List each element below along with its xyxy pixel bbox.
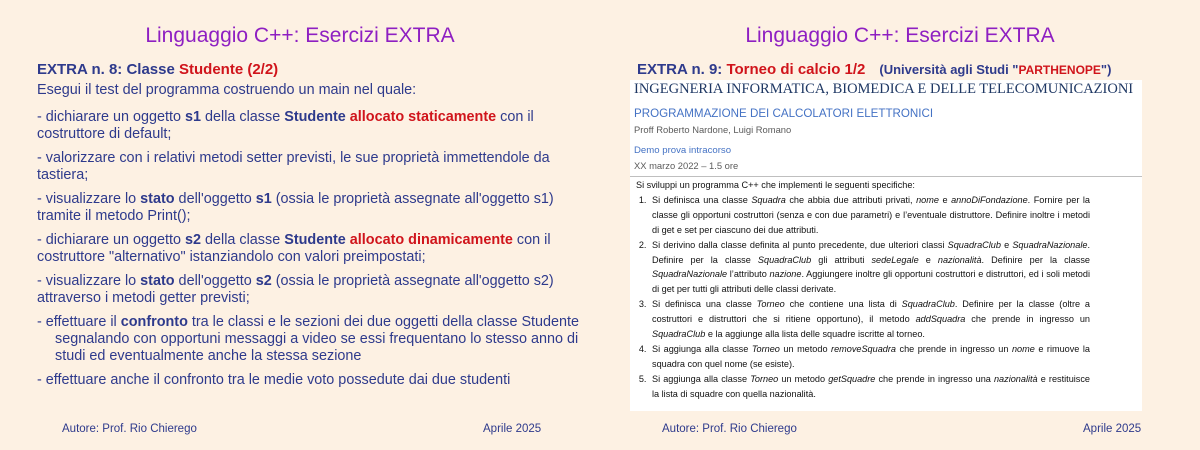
bullet-3 — [37, 191, 592, 225]
text: della classe — [201, 232, 285, 248]
text: e — [918, 254, 938, 265]
text: e restituisce la lista di squadre con quella nazionalità. — [652, 373, 1090, 399]
text: e — [938, 194, 952, 205]
intro-text: Esegui il test del programma costruendo un main nel quale: — [37, 82, 417, 98]
university-label — [879, 62, 1111, 77]
heading-prefix: EXTRA n. 8: Classe — [37, 61, 179, 78]
university-name: PARTHENOPE — [1018, 63, 1101, 77]
italic-text: SquadraClub — [757, 254, 812, 265]
italic-text: nome — [1011, 343, 1035, 354]
italic-text: Squadra — [751, 194, 786, 205]
text: Si aggiunga alla classe — [652, 373, 751, 384]
text: un metodo — [779, 343, 832, 354]
text: con il costruttore "alternativo" istanziandolo con valori preimpostati; — [37, 232, 551, 265]
bold-text: stato — [140, 273, 175, 289]
text: che prende in ingresso una — [875, 373, 994, 384]
footer-author: Autore: Prof. Rio Chierego — [62, 423, 197, 435]
bold-text: stato — [140, 191, 175, 207]
spec-item — [649, 342, 1090, 372]
italic-text: sedeLegale — [871, 254, 919, 265]
exercise-heading — [637, 61, 1111, 78]
text: (ossia le proprietà assegnate all'oggetto s2) attraverso i metodi getter previsti; — [37, 273, 554, 306]
text: . Fornire per la classe gli opportuni costruttori (senza e con due parametri) e l’eventuale distruttore. Definire inoltre i metodi di get e set per ciascuno dei due attributi. — [652, 194, 1090, 235]
italic-text: SquadraNazionale — [652, 269, 728, 280]
text: ") — [1100, 62, 1112, 77]
spec-list — [636, 193, 1090, 402]
text: - visualizzare lo — [37, 273, 141, 289]
spec-item — [649, 193, 1090, 238]
text: che abbia due attributi privati, — [785, 194, 917, 205]
text: gli attributi — [811, 254, 872, 265]
course-title: PROGRAMMAZIONE DEI CALCOLATORI ELETTRONICI — [634, 107, 934, 120]
bold-text: Studente — [284, 109, 346, 125]
italic-text: annoDiFondazione — [951, 194, 1028, 205]
text: Si aggiunga alla classe — [652, 343, 752, 354]
text: (Università agli Studi " — [879, 62, 1019, 77]
text: che prende in ingresso un — [965, 314, 1091, 325]
text: un metodo — [778, 373, 829, 384]
text: - effettuare il — [37, 314, 121, 330]
bullet-2: - valorizzare con i relativi metodi setter previsti, le sue proprietà immettendole da tastiera; — [37, 150, 550, 183]
italic-text: nome — [916, 194, 939, 205]
text: (ossia le proprietà assegnate all'oggetto s1) tramite il metodo Print(); — [37, 191, 554, 224]
bold-text: s1 — [255, 191, 272, 207]
text: Si derivino dalla classe definita al punto precedente, due ulteriori classi — [652, 239, 948, 250]
text: e la aggiunge alla lista delle squadre iscritte al torneo. — [705, 329, 925, 340]
italic-text: Torneo — [750, 373, 779, 384]
text: con il costruttore di default; — [37, 109, 534, 142]
text: della classe — [201, 109, 285, 125]
spec-item — [649, 238, 1090, 298]
bold-text: Studente — [284, 232, 346, 248]
italic-text: SquadraNazionale — [1012, 239, 1088, 250]
exam-date: XX marzo 2022 – 1.5 ore — [634, 160, 739, 171]
footer-author: Autore: Prof. Rio Chierego — [662, 423, 797, 435]
text: . Aggiungere inoltre gli opportuni costruttori e distruttori, ed i soli metodi di get per tutti gli attributi delle classi derivate. — [652, 269, 1090, 295]
bold-text: s1 — [185, 109, 202, 125]
text: e — [1000, 239, 1013, 250]
bullet-5 — [37, 273, 592, 307]
italic-text: addSquadra — [915, 314, 966, 325]
spec-intro: Si sviluppi un programma C++ che implementi le seguenti specifiche: — [636, 180, 915, 190]
text: . Definire per la classe (oltre a costruttori e distruttori che si ritiene opportuno), il metodo — [652, 299, 1091, 325]
text: tra le classi e le sezioni dei due oggetti della classe Studente segnalando con opportuni messaggi a video se essi frequentano lo stesso anno di studi ed eventualmente anche la stessa sezione — [55, 314, 580, 364]
text: - dichiarare un oggetto — [37, 232, 185, 248]
demo-label: Demo prova intracorso — [634, 145, 732, 156]
text: Si definisca una classe — [652, 299, 757, 310]
italic-text: getSquadre — [828, 373, 876, 384]
faculty-name: INGEGNERIA INFORMATICA, BIOMEDICA E DELLE TELECOMUNICAZIONI — [634, 81, 1134, 97]
heading-prefix: EXTRA n. 9: — [637, 61, 727, 78]
bold-text: confronto — [120, 314, 188, 330]
text: - visualizzare lo — [37, 191, 141, 207]
italic-text: Torneo — [756, 299, 785, 310]
italic-text: SquadraClub — [947, 239, 1001, 250]
text: l’attributo — [727, 269, 770, 280]
highlight-text: allocato dinamicamente — [349, 232, 513, 248]
italic-text: nazionalità — [993, 373, 1038, 384]
bullet-6 — [37, 314, 592, 365]
exercise-body — [37, 82, 592, 396]
text: che prende in ingresso un — [895, 343, 1012, 354]
divider — [630, 176, 1142, 177]
italic-text: SquadraClub — [652, 329, 706, 340]
spec-item — [649, 372, 1090, 402]
italic-text: nazione — [769, 269, 802, 280]
spec-item — [649, 297, 1090, 342]
italic-text: nazionalità — [937, 254, 982, 265]
heading-highlight: Studente (2/2) — [179, 61, 279, 78]
footer-date: Aprile 2025 — [483, 423, 542, 435]
italic-text: SquadraClub — [901, 299, 955, 310]
professors: Proff Roberto Nardone, Luigi Romano — [634, 124, 792, 135]
text: . Definire per la classe — [652, 239, 1090, 265]
slide-title: Linguaggio C++: Esercizi EXTRA — [745, 24, 1055, 47]
heading-highlight: Torneo di calcio 1/2 — [726, 61, 866, 78]
text: Si definisca una classe — [652, 194, 752, 205]
bullet-1 — [37, 109, 592, 143]
text: dell'oggetto — [174, 191, 256, 207]
italic-text: Torneo — [751, 343, 780, 354]
bold-text: s2 — [185, 232, 202, 248]
spec-text — [636, 178, 1090, 402]
text: dell'oggetto — [174, 273, 256, 289]
text: - dichiarare un oggetto — [37, 109, 185, 125]
highlight-text: allocato staticamente — [349, 109, 497, 125]
bold-text: s2 — [255, 273, 272, 289]
slide-title: Linguaggio C++: Esercizi EXTRA — [145, 24, 455, 47]
text: e rimuove la squadra con quel nome (se esiste). — [652, 343, 1090, 369]
bullet-7: - effettuare anche il confronto tra le medie voto possedute dai due studenti — [37, 372, 511, 388]
bullet-4 — [37, 232, 592, 266]
italic-text: removeSquadra — [831, 343, 896, 354]
text: . Definire per la classe — [981, 254, 1090, 265]
text: che contiene una lista di — [784, 299, 902, 310]
exercise-heading — [37, 61, 278, 78]
footer-date: Aprile 2025 — [1083, 423, 1142, 435]
